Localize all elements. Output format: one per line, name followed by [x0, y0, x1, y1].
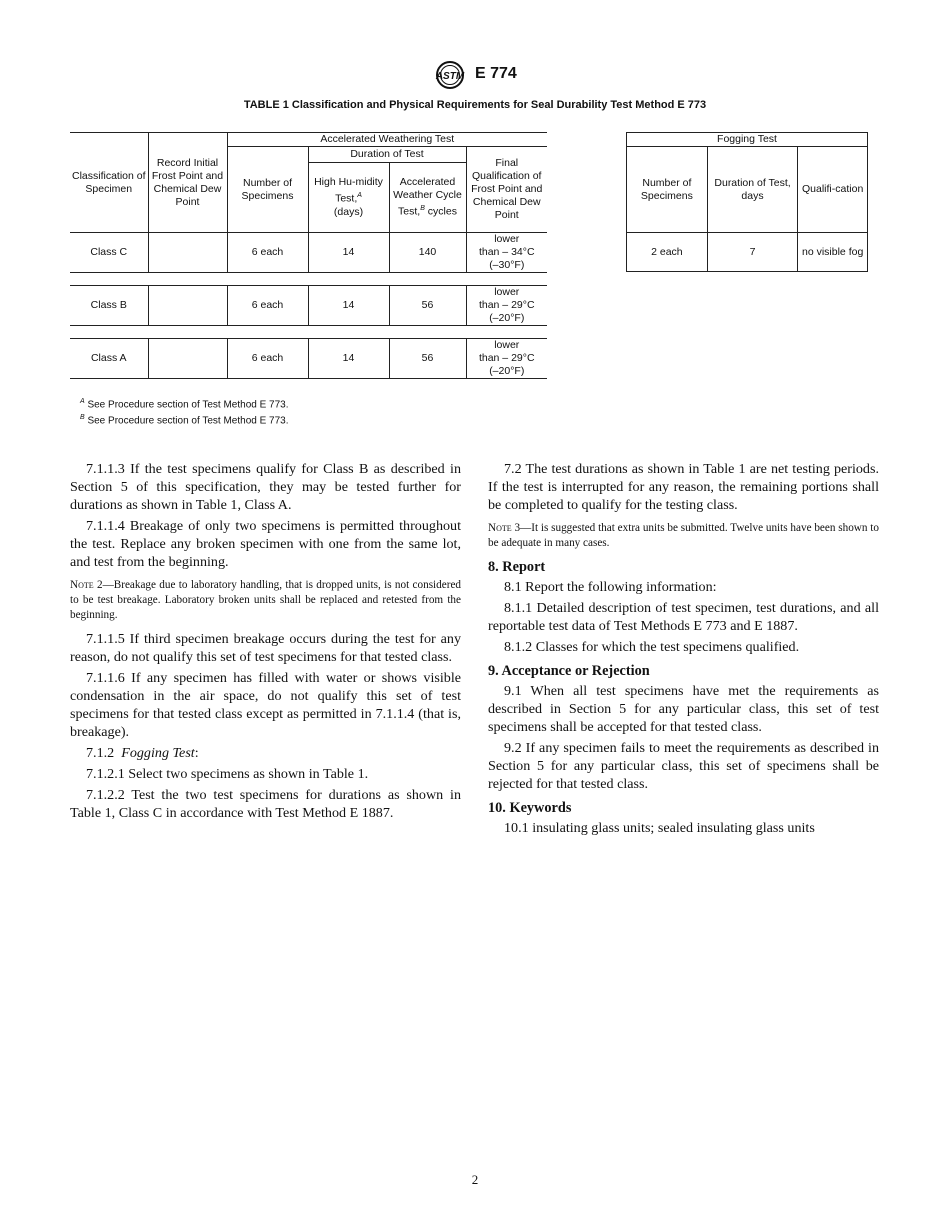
footnote-b: $^B$ See Procedure section of Test Method E 773. — [80, 414, 289, 427]
paragraph-8-1: 8.1 Report the following information: — [504, 579, 717, 595]
cell-fog-duration: 7 — [707, 233, 798, 272]
cell-class: Class C — [70, 233, 148, 273]
header-record: Record Initial Frost Point and Chemical Dew Point — [148, 133, 227, 233]
cell-final-qualification: lower than – 29°C (–20°F) — [466, 286, 547, 326]
cell-final-qualification: lower than – 29°C (–20°F) — [466, 339, 547, 379]
cell-specimens: 6 each — [227, 339, 308, 379]
cell-cycles: 56 — [389, 339, 466, 379]
paragraph-9-1: 9.1 When all test specimens have met the requirements as described in Section 5 for any particular class, this set of test specimens shall be accepted for that tested class. — [488, 683, 879, 735]
page-header — [0, 60, 950, 90]
paragraph-7-1-2-1: 7.1.2.1 Select two specimens as shown in Table 1. — [86, 766, 369, 782]
paragraph-7-1-1-6: 7.1.1.6 If any specimen has filled with water or shows visible condensation in the air space, do not qualify this set of test specimens for that tested class except as permitted in 7.1.1.4 (that is, breakage). — [70, 670, 461, 740]
note-3: Note 3—It is suggested that extra units be submitted. Twelve units have been shown to be adequate in many cases. — [488, 522, 879, 549]
cell-class: Class A — [70, 339, 148, 379]
paragraph-7-1-2-2: 7.1.2.2 Test the two test specimens for durations as shown in Table 1, Class C in accordance with Test Method E 1887. — [70, 787, 461, 821]
paragraph-7-1-2: 7.1.2 Fogging Test: — [86, 745, 199, 761]
heading-acceptance-rejection: 9. Acceptance or Rejection — [488, 663, 650, 679]
table-row-class-a — [70, 339, 547, 379]
cell-fog-number: 2 each — [627, 233, 708, 272]
cell-cycles: 140 — [389, 233, 466, 273]
table-title: TABLE 1 Classification and Physical Requirements for Seal Durability Test Method E 773 — [243, 99, 707, 111]
fogging-test-table — [626, 132, 868, 272]
cell-specimens: 6 each — [227, 233, 308, 273]
cell-fog-qualification: no visible fog — [798, 233, 868, 272]
right-column — [488, 460, 879, 840]
header-fog-duration: Duration of Test, days — [707, 147, 798, 233]
paragraph-9-2: 9.2 If any specimen fails to meet the requirements as described in Section 5 for any particular class, this set of specimens shall be rejected for that tested class. — [488, 740, 879, 792]
header-number-of-specimens: Number of Specimens — [227, 147, 308, 233]
astm-logo-icon — [433, 60, 467, 90]
header-accelerated-weathering: Accelerated Weathering Test — [227, 133, 547, 147]
table-footnotes — [80, 395, 289, 428]
cell-specimens: 6 each — [227, 286, 308, 326]
heading-keywords: 10. Keywords — [488, 800, 572, 816]
header-classification: Classification of Specimen — [70, 133, 148, 233]
classification-table-class-a — [70, 338, 547, 379]
cell-record — [148, 339, 227, 379]
heading-report: 8. Report — [488, 559, 546, 575]
standard-designation: E 774 — [475, 65, 517, 82]
classification-table-class-b — [70, 285, 547, 326]
cell-record — [148, 286, 227, 326]
table-row-class-c — [70, 233, 547, 273]
paragraph-10-1: 10.1 insulating glass units; sealed insulating glass units — [504, 820, 815, 836]
cell-humidity-days: 14 — [308, 286, 389, 326]
paragraph-7-1-1-3: 7.1.1.3 If the test specimens qualify for Class B as described in Section 5 of this specification, they may be tested further for durations as shown in Table 1, Class A. — [70, 461, 461, 513]
header-accelerated-weather-cycle: Accelerated Weather Cycle Test,$^B$ cycles — [389, 163, 466, 233]
header-fogging-test: Fogging Test — [627, 133, 868, 147]
cell-cycles: 56 — [389, 286, 466, 326]
header-final-qualification: Final Qualification of Frost Point and Chemical Dew Point — [466, 147, 547, 233]
footnote-a: $^A$ See Procedure section of Test Method E 773. — [80, 398, 289, 411]
header-high-humidity: High Hu-midity Test,$^A$ (days) — [308, 163, 389, 233]
table-row-class-b — [70, 286, 547, 326]
header-fog-number: Number of Specimens — [627, 147, 708, 233]
cell-humidity-days: 14 — [308, 233, 389, 273]
cell-class: Class B — [70, 286, 148, 326]
logo-text: ASTM — [435, 71, 465, 82]
fogging-row — [627, 233, 868, 272]
paragraph-8-1-2: 8.1.2 Classes for which the test specimens qualified. — [504, 639, 800, 655]
left-column — [70, 460, 461, 825]
cell-record — [148, 233, 227, 273]
paragraph-7-1-1-5: 7.1.1.5 If third specimen breakage occurs during the test for any reason, do not qualify this set of test specimens for that tested class. — [70, 631, 461, 665]
note-2: Note 2—Breakage due to laboratory handling, that is dropped units, is not considered to be test breakage. Laboratory broken units shall be replaced and retested from the beginning. — [70, 579, 461, 621]
header-duration: Duration of Test — [308, 147, 466, 163]
cell-final-qualification: lower than – 34°C (–30°F) — [466, 233, 547, 273]
header-fog-qualification: Qualifi-cation — [798, 147, 868, 233]
page-number: 2 — [471, 1172, 479, 1187]
cell-humidity-days: 14 — [308, 339, 389, 379]
paragraph-8-1-1: 8.1.1 Detailed description of test specimen, test durations, and all reportable test data of Test Methods E 773 and E 1887. — [488, 600, 879, 634]
classification-table — [70, 132, 547, 273]
paragraph-7-2: 7.2 The test durations as shown in Table 1 are net testing periods. If the test is interrupted for any reason, the remaining portions shall be completed to qualify for the testing class. — [488, 461, 879, 513]
paragraph-7-1-1-4: 7.1.1.4 Breakage of only two specimens is permitted throughout the test. Replace any broken specimen with one from the same lot, and test from the beginning. — [70, 518, 461, 570]
